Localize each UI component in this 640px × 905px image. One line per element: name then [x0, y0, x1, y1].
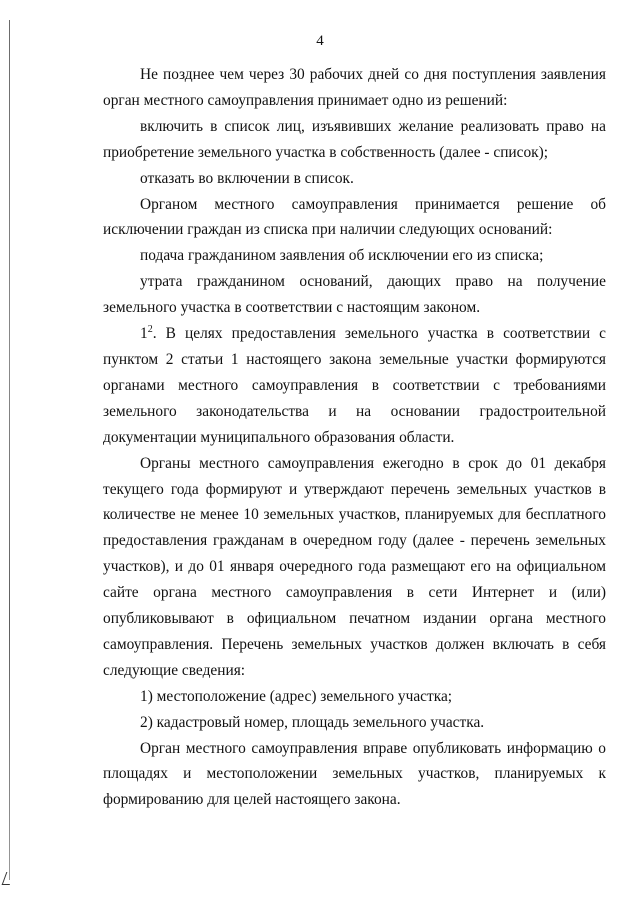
paragraph-loss-of-grounds: утрата гражданином оснований, дающих право на получение земельного участка в соответствии с настоящим законом.	[103, 273, 606, 317]
paragraph-clause-1-2	[103, 321, 606, 451]
page-number: 4	[316, 33, 324, 49]
paragraph-annual-list: Органы местного самоуправления ежегодно в срок до 01 декабря текущего года формируют и утверждают перечень земельных участков в количестве не менее 10 земельных участков, планируемых для бесплатного предоставления гражданам в очередном году (далее - перечень земельных участков), и до 01 января очередного года размещают его на официальном сайте органа местного самоуправления в сети Интернет и (или) опубликовывают в официальном печатном издании органа местного самоуправления. Перечень земельных участков должен включать в себя следующие сведения:	[103, 454, 606, 679]
paragraph-exclusion-application: подача гражданином заявления об исключении его из списка;	[140, 247, 544, 265]
paragraph-include-in-list: включить в список лиц, изъявивших желание реализовать право на приобретение земельного участка в собственность (далее - список);	[103, 117, 606, 161]
clause-number: 1	[140, 325, 148, 343]
scan-left-edge	[9, 20, 10, 880]
clause-text: . В целях предоставления земельного участка в соответствии с пунктом 2 статьи 1 настоящего закона земельные участки формируются органами местного самоуправления в соответствии с требованиями земельного законодательства и на основании градостроительной документации муниципального образования области.	[103, 325, 606, 446]
document-body	[103, 62, 606, 813]
list-item-location: 1) местоположение (адрес) земельного участка;	[140, 687, 453, 705]
paragraph-exclusion-decision: Органом местного самоуправления принимается решение об исключении граждан из списка при наличии следующих оснований:	[103, 195, 606, 239]
paragraph-decision-deadline: Не позднее чем через 30 рабочих дней со дня поступления заявления орган местного самоуправления принимает одно из решений:	[103, 66, 606, 109]
paragraph-publish-info: Орган местного самоуправления вправе опубликовать информацию о площадях и местоположении земельных участков, планируемых к формированию для целей настоящего закона.	[103, 739, 606, 809]
scan-corner-mark	[2, 872, 15, 885]
list-item-cadastral: 2) кадастровый номер, площадь земельного участка.	[140, 713, 485, 731]
clause-superscript: 2	[147, 323, 153, 335]
paragraph-refuse-inclusion: отказать во включении в список.	[140, 169, 354, 187]
